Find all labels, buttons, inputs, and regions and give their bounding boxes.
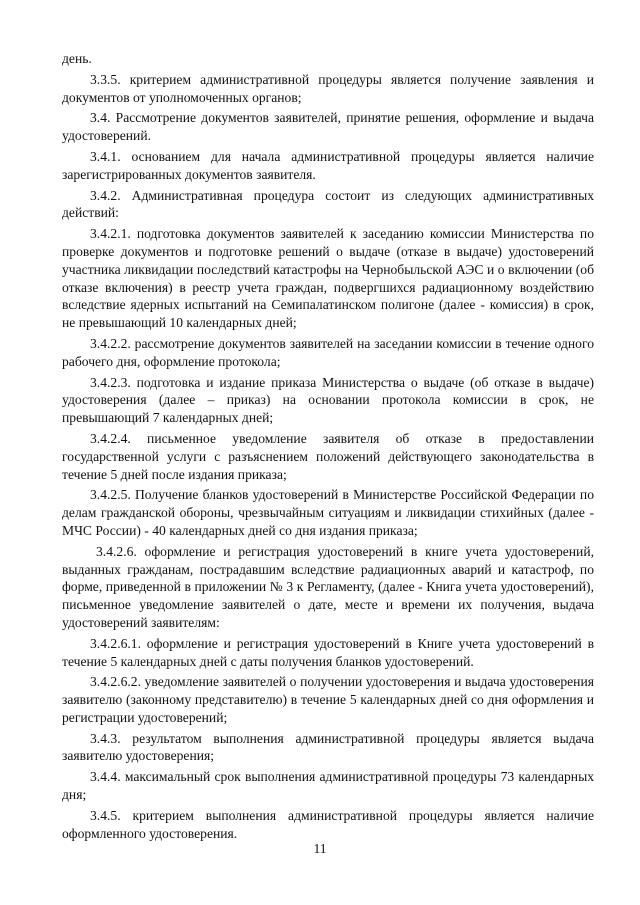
paragraph-3-4-4: 3.4.4. максимальный срок выполнения административной процедуры 73 календарных дня; bbox=[62, 769, 594, 803]
paragraph-3-4-1: 3.4.1. основанием для начала административной процедуры является наличие зарегистрированных документов заявителя. bbox=[62, 148, 594, 182]
paragraph-3-4: 3.4. Рассмотрение документов заявителей, принятие решения, оформление и выдача удостоверений. bbox=[62, 110, 594, 144]
paragraph-3-3-5: 3.3.5. критерием административной процедуры является получение заявления и документов от уполномоченных органов; bbox=[62, 71, 594, 105]
paragraph-3-4-3: 3.4.3. результатом выполнения административной процедуры является выдача заявителю удостоверения; bbox=[62, 730, 594, 764]
paragraph-3-4-2-5: 3.4.2.5. Получение бланков удостоверений в Министерстве Российской Федерации по делам гражданской обороны, чрезвычайным ситуациям и ликвидации стихийных (далее - МЧС России) - 40 календарных дней со дня издания приказа; bbox=[62, 487, 594, 538]
paragraph-3-4-2-6-1: 3.4.2.6.1. оформление и регистрация удостоверений в Книге учета удостоверений в течение 5 календарных дней с даты получения бланков удостоверений. bbox=[62, 635, 594, 669]
page-number: 11 bbox=[313, 841, 327, 856]
paragraph-3-4-2-2: 3.4.2.2. рассмотрение документов заявителей на заседании комиссии в течение одного рабочего дня, оформление протокола; bbox=[62, 335, 594, 369]
paragraph-3-4-2-6: 3.4.2.6. оформление и регистрация удостоверений в книге учета удостоверений, выданных гражданам, пострадавшим вследствие радиационных аварий и катастроф, по форме, приведенной в приложении № 3 к Регламенту, (далее - Книга учета удостоверений), письменное уведомление заявителей о дате, месте и времени их получения, выдача удостоверений заявителям: bbox=[62, 543, 594, 630]
paragraph-3-4-2: 3.4.2. Административная процедура состоит из следующих административных действий: bbox=[62, 187, 594, 221]
paragraph-3-4-2-4: 3.4.2.4. письменное уведомление заявителя об отказе в предоставлении государственной услуги с разъяснением положений действующего законодательства в течение 5 дней после издания приказа; bbox=[62, 430, 594, 482]
paragraph-3-4-5: 3.4.5. критерием выполнения административной процедуры является наличие оформленного удостоверения. bbox=[62, 807, 594, 841]
paragraph-3-4-2-1: 3.4.2.1. подготовка документов заявителей к заседанию комиссии Министерства по проверке документов и подготовке решений о выдаче (отказе в выдаче) удостоверений участника ликвидации последствий катастрофы на Чернобыльской АЭС и о включении (об отказе включения) в реестр учета граждан, подвергшихся радиационному воздействию вследствие ядерных испытаний на Семипалатинском полигоне (далее - комиссия) в срок, не превышающий 10 календарных дней; bbox=[62, 226, 594, 331]
paragraph-continuation: день. bbox=[62, 51, 92, 66]
paragraph-3-4-2-3: 3.4.2.3. подготовка и издание приказа Министерства о выдаче (об отказе в выдаче) удостоверения (далее – приказ) на основании протокола комиссии в срок, не превышающий 7 календарных дней; bbox=[62, 374, 594, 426]
paragraph-3-4-2-6-2: 3.4.2.6.2. уведомление заявителей о получении удостоверения и выдача удостоверения заявителю (законному представителю) в течение 5 календарных дней со дня оформления и регистрации удостоверений; bbox=[62, 674, 594, 725]
document-body bbox=[62, 50, 594, 845]
